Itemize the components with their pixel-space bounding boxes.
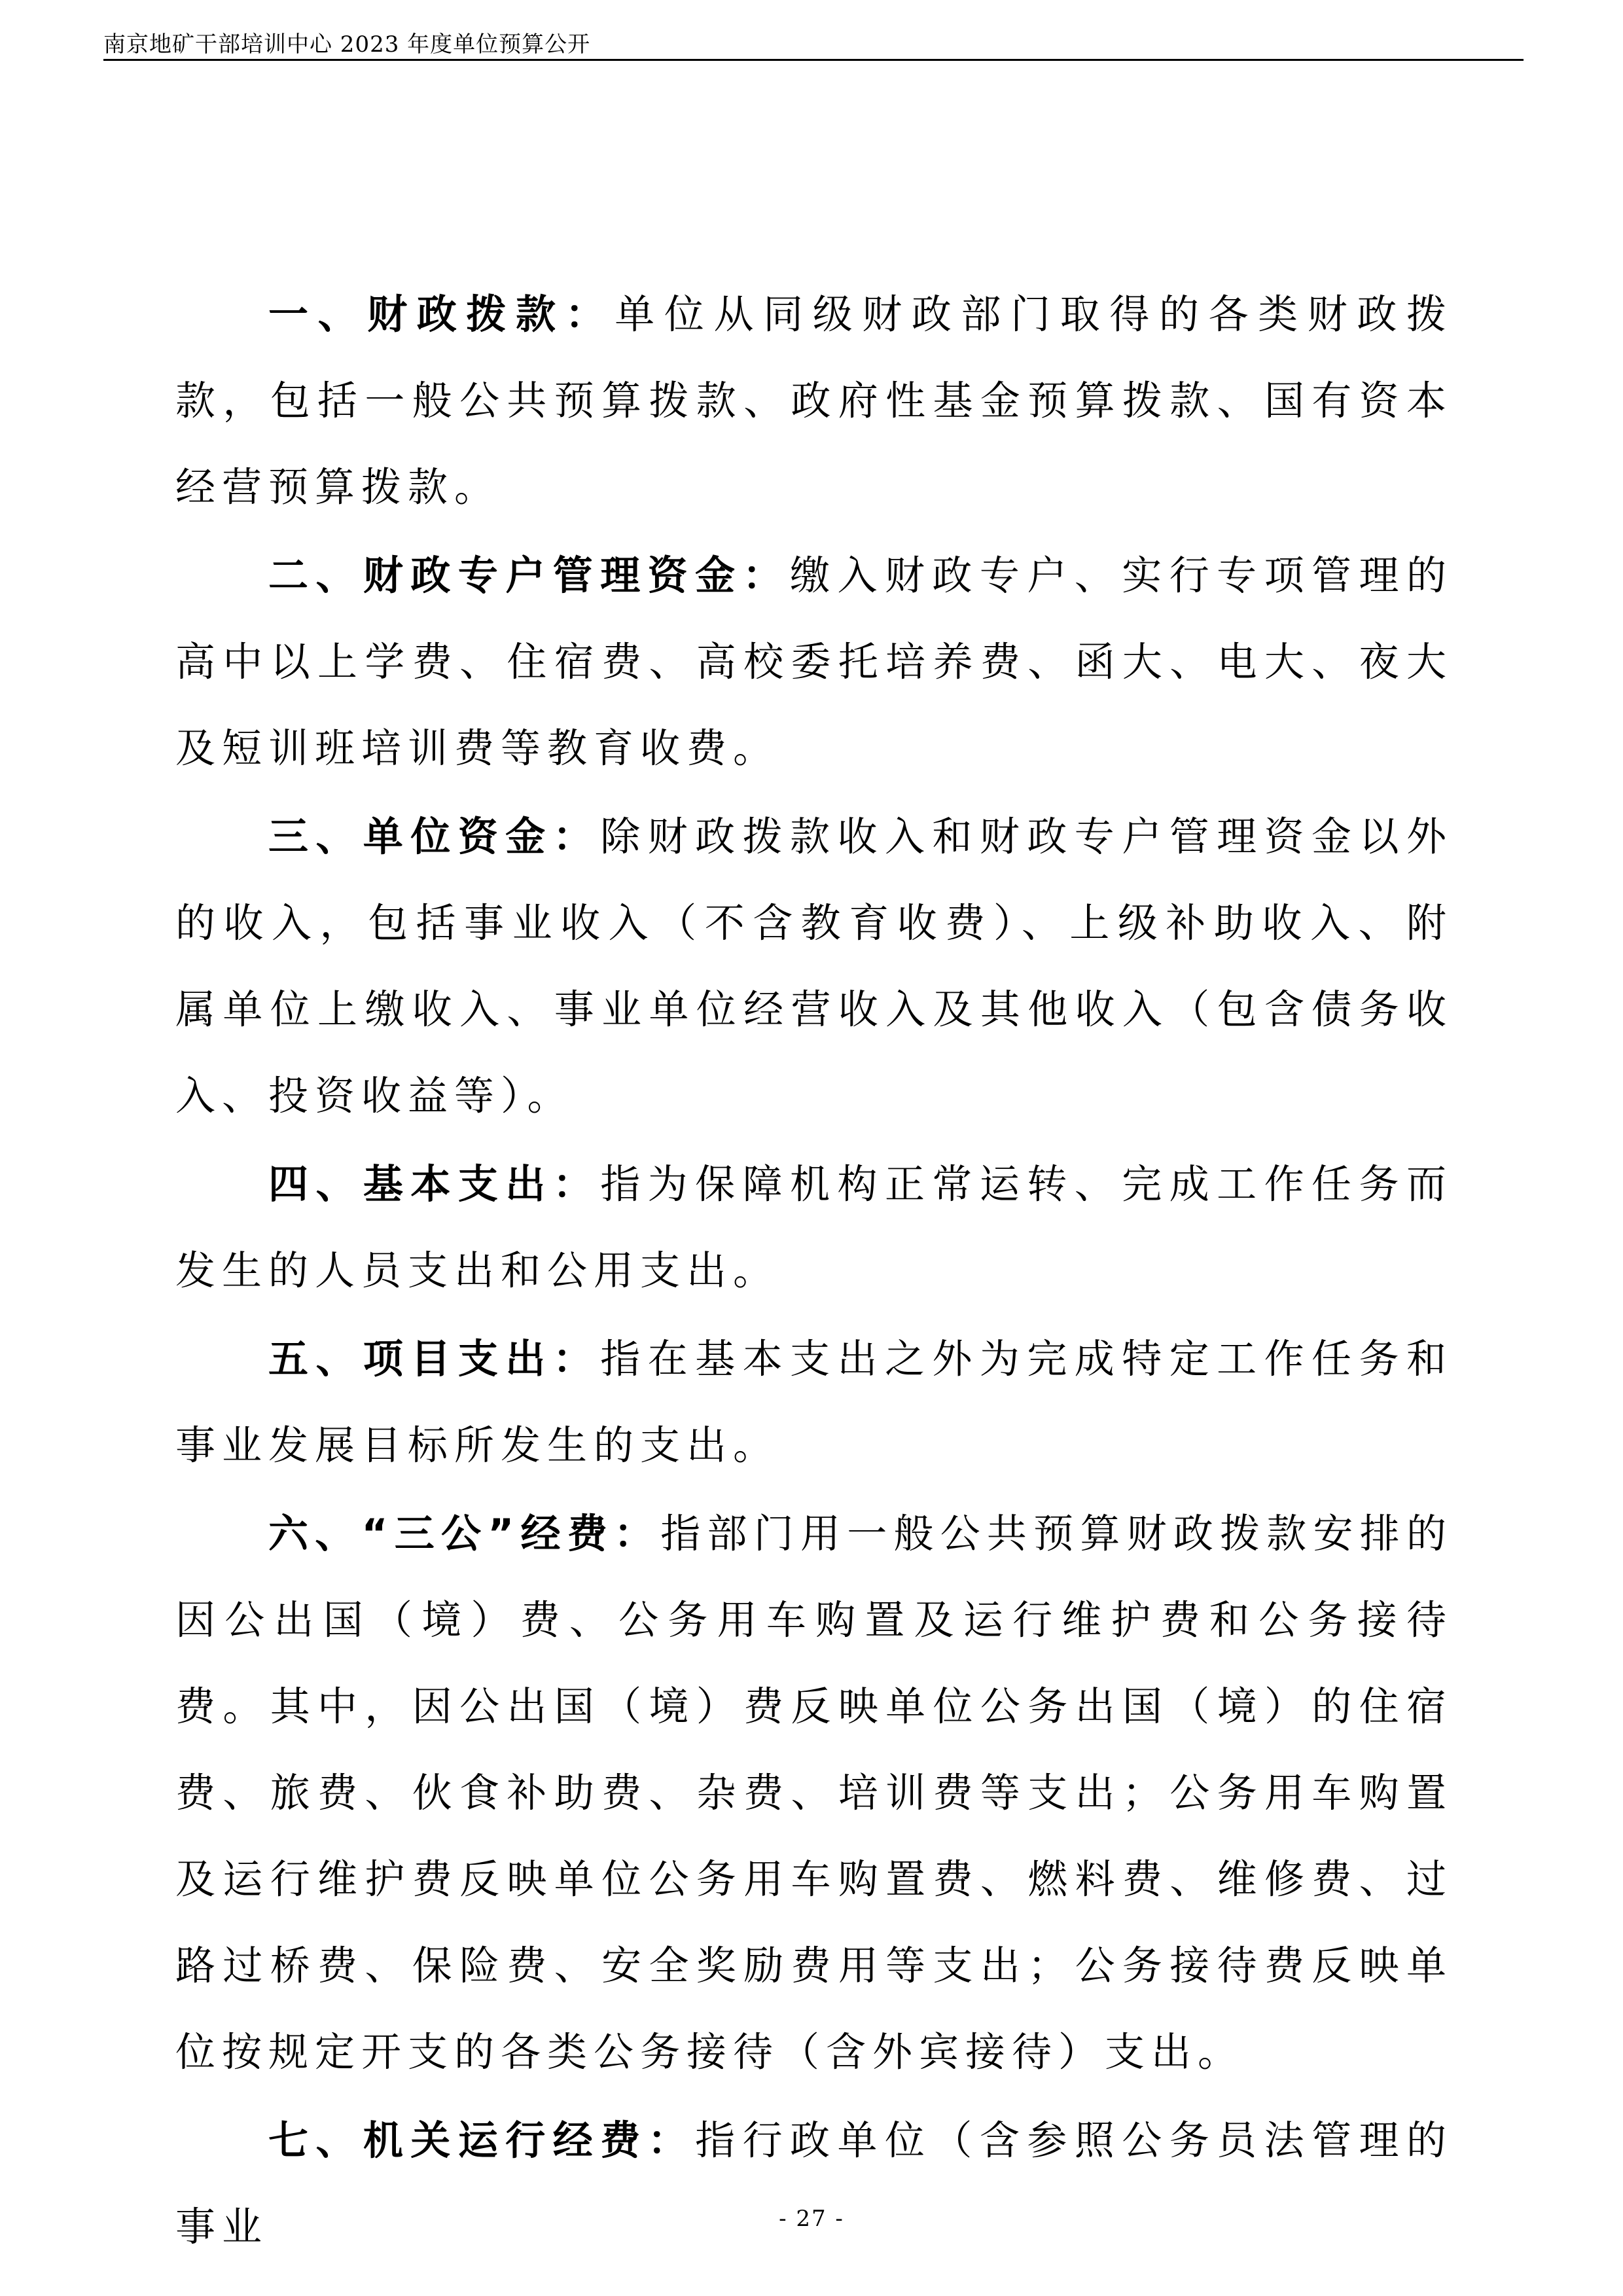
term-label: 四、基本支出： xyxy=(268,1161,601,1208)
paragraph-basic-expenditure xyxy=(175,1141,1453,1314)
page-number: - 27 - xyxy=(779,2206,844,2232)
paragraph-special-account-funds xyxy=(175,533,1453,792)
term-definition: 指为保障机构正常运转、完成工作任务而发生的人员支出和公用支出。 xyxy=(175,1161,1453,1294)
term-definition: 指行政单位（含参照公务员法管理的事业 xyxy=(175,2117,1453,2250)
term-definition: 缴入财政专户、实行专项管理的高中以上学费、住宿费、高校委托培养费、函大、电大、夜大及短训班培训费等教育收费。 xyxy=(175,552,1453,772)
paragraph-unit-funds xyxy=(175,794,1453,1139)
term-definition: 除财政拨款收入和财政专户管理资金以外的收入，包括事业收入（不含教育收费）、上级补助收入、附属单位上缴收入、事业单位经营收入及其他收入（包含债务收入、投资收益等）。 xyxy=(175,814,1453,1119)
term-label: 一、财政拨款： xyxy=(268,291,615,338)
term-definition: 单位从同级财政部门取得的各类财政拨款，包括一般公共预算拨款、政府性基金预算拨款、国有资本经营预算拨款。 xyxy=(175,291,1453,511)
term-label: 七、机关运行经费： xyxy=(268,2117,696,2164)
document-body xyxy=(175,272,1453,2272)
paragraph-three-public-expenses xyxy=(175,1491,1453,2096)
paragraph-project-expenditure xyxy=(175,1316,1453,1489)
term-definition: 指在基本支出之外为完成特定工作任务和事业发展目标所发生的支出。 xyxy=(175,1336,1453,1469)
term-definition: 指部门用一般公共预算财政拨款安排的因公出国（境）费、公务用车购置及运行维护费和公务接待费。其中，因公出国（境）费反映单位公务出国（境）的住宿费、旅费、伙食补助费、杂费、培训费等支出；公务用车购置及运行维护费反映单位公务用车购置费、燃料费、维修费、过路过桥费、保险费、安全奖励费用等支出；公务接待费反映单位按规定开支的各类公务接待（含外宾接待）支出。 xyxy=(175,1511,1453,2075)
term-label: 三、单位资金： xyxy=(268,814,601,860)
paragraph-operating-expenses xyxy=(175,2098,1453,2270)
term-label: 二、财政专户管理资金： xyxy=(268,552,791,599)
term-label: 六、“三公”经费： xyxy=(268,1511,661,1557)
term-label: 五、项目支出： xyxy=(268,1336,601,1382)
page-header xyxy=(103,25,1524,61)
header-title: 南京地矿干部培训中心 2023 年度单位预算公开 xyxy=(103,31,591,58)
paragraph-fiscal-appropriation xyxy=(175,272,1453,531)
